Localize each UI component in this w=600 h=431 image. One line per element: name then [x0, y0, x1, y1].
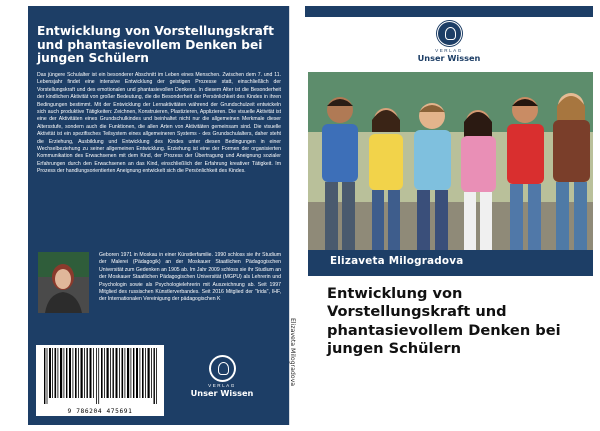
- publisher-name: Unser Wissen: [417, 53, 481, 63]
- front-top-band: [305, 6, 593, 17]
- author-biography: Geboren 1971 in Moskau in einer Künstlerfamilie. 1990 schloss sie ihr Studium der Malerei (Pädagogik) an der Moskauer Staatlichen Pädagogischen Universität zum Gedenken an 1905 ab. Im Jahr 2009 schloss sie ihr Studium an der Moskauer Staatlichen Pädagogischen Universität (MGPU) als Lehrerin und Psychologin sowie als Psychologielehrerin mit Auszeichnung ab. Seit 1997 Mitglied des russischen Künstlerverbandes. Seit 2016 Mitglied der "Irida", IHF, der Internationalen Vereinigung der pädagogischen K: [99, 252, 281, 303]
- front-cover-title: Entwicklung von Vorstellungskraft und phantasievollem Denken bei jungen Schülern: [327, 285, 561, 358]
- isbn-number: 9 786204 475691: [67, 408, 133, 415]
- publisher-verlag-label: VERLAG: [435, 48, 463, 53]
- publisher-logo-front: [405, 21, 493, 63]
- isbn-barcode: [36, 345, 164, 416]
- back-cover: [28, 6, 289, 425]
- publisher-emblem-icon: [437, 21, 462, 46]
- front-author: Elizaveta Milogradova: [330, 255, 464, 267]
- front-author-band: [308, 250, 593, 276]
- publisher-logo-back: [178, 356, 266, 398]
- cover-photo-children: [308, 72, 593, 250]
- spine-author: Elizaveta Milogradova: [289, 318, 296, 387]
- front-cover: [305, 6, 593, 425]
- publisher-emblem-icon: [210, 356, 235, 381]
- author-photo: [38, 252, 89, 313]
- back-cover-blurb: Das jüngere Schulalter ist ein besonderer Abschnitt im Leben eines Menschen. Zwischen dem 7. und 11. Lebensjahr findet eine intensive Entwicklung der geistigen Prozesse statt, einschließlich der Vorstellungskraft und des emotionalen und phantasievollen Denkens. In diesem Alter ist die Besonderheit der kindlichen Aktivität von großer Bedeutung, die die Besonderheit der Persönlichkeit des Kindes in ihren Bedingungen bestimmt. Mit der Entwicklung der Lernaktivitäten während der Grundschulzeit entwickeln sich auch produktive Tätigkeiten: Zeichnen, Konstruieren, Plastizieren, Applizieren. Die visuelle Aktivität ist eine der Aktivitäten eines Grundschulkindes und beinhaltet nicht nur die allgemeinen Merkmale dieser Altersstufe, sondern auch die Funktionen, die allen Arten von Aktivitäten gemeinsam sind. Die visuelle Aktivität ist ein spezifisches Teilsystem eines allgemeineren Systems - des Grundschulalters, daher steht die Erziehung, Ausbildung und Entwicklung des Kindes unter diesen Bedingungen in einer Wechselbeziehung zu seiner allgemeinen Entwicklung. Erziehung ist eine der Formen der organisierten Kommunikation des Erwachsenen mit dem Kind, der Prozess der Übertragung und Aneignung sozialer Erfahrungen durch den Erwachsenen an das Kind, einschließlich der Erfahrung kreativer Tätigkeit. Im Prozess der handlungsorientierten Aneignung entwickelt sich die Persönlichkeit des Kindes.: [37, 72, 281, 175]
- back-cover-title: Entwicklung von Vorstellungskraft und phantasievollem Denken bei jungen Schülern: [37, 24, 274, 66]
- publisher-name: Unser Wissen: [190, 388, 254, 398]
- publisher-verlag-label: VERLAG: [208, 383, 236, 388]
